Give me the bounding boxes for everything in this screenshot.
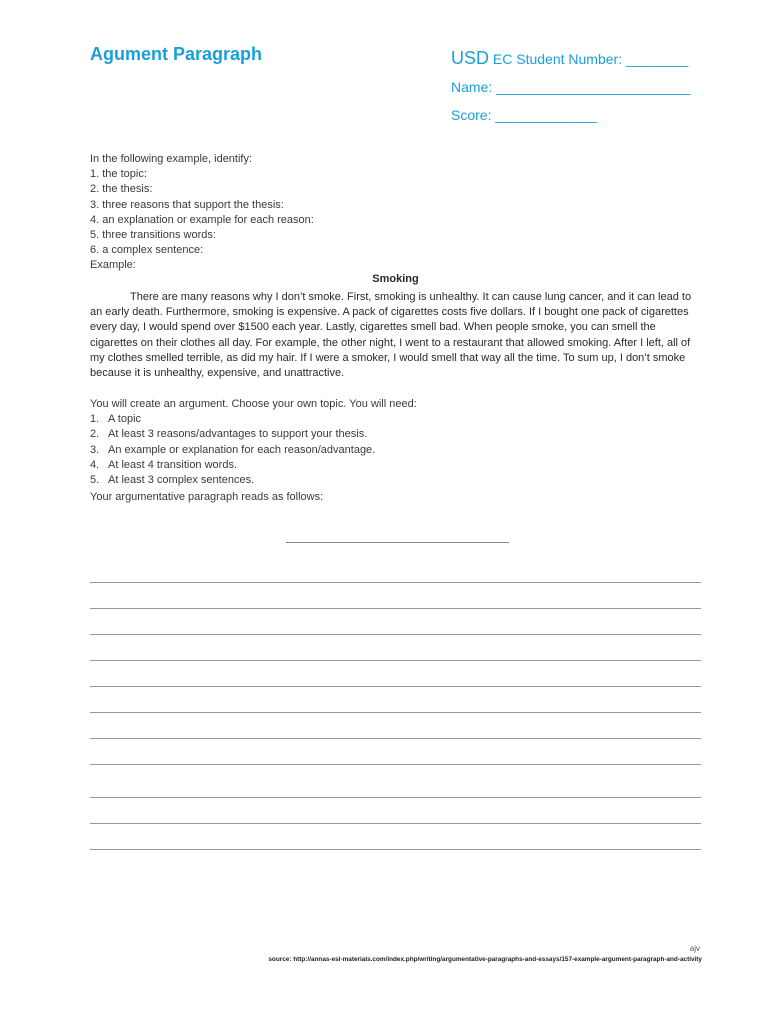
task-item-number: 3. bbox=[90, 443, 100, 456]
task-item bbox=[90, 473, 701, 488]
task-item bbox=[90, 427, 701, 442]
task-item bbox=[90, 412, 701, 427]
task-item-text: At least 3 complex sentences. bbox=[108, 474, 255, 487]
answer-line[interactable] bbox=[90, 712, 701, 713]
instructions-intro: In the following example, identify: bbox=[90, 153, 253, 165]
student-info-block bbox=[451, 44, 691, 129]
task-item-number: 5. bbox=[90, 474, 100, 487]
answer-line[interactable] bbox=[90, 608, 701, 609]
task-item bbox=[90, 458, 701, 473]
instruction-item: 3. three reasons that support the thesis: bbox=[90, 198, 284, 211]
task-item-text: At least 4 transition words. bbox=[108, 458, 238, 471]
task-intro: You will create an argument. Choose your own topic. You will need: bbox=[90, 398, 417, 410]
reads-label: Your argumentative paragraph reads as follows: bbox=[90, 491, 324, 503]
instructions bbox=[90, 152, 701, 274]
task-item-number: 4. bbox=[90, 458, 100, 471]
page-title: Agument Paragraph bbox=[90, 44, 263, 64]
answer-line[interactable] bbox=[90, 582, 701, 583]
instruction-item: 6. a complex sentence: bbox=[90, 244, 204, 257]
instruction-item: 4. an explanation or example for each reason: bbox=[90, 213, 314, 226]
instruction-item: 1. the topic: bbox=[90, 168, 147, 181]
example-paragraph: There are many reasons why I don’t smoke. First, smoking is unhealthy. It can cause lung cancer, and it can lead to an early death. Furthermore, smoking is expensive. A pack of cigarettes costs five dollars. If I bought one pack of cigarettes every day, I would spend over $1500 each year. Lastly, cigarettes smell bad. When people smoke, you can smell the cigarettes on their clothes all day. For example, the other night, I went to a restaurant that allowed smoking. After I left, all of my clothes smelled terrible, as did my hair. If I were a smoker, I would smell that way all the time. To sum up, I don’t smoke because it is unhealthy, expensive, and unattractive. bbox=[90, 291, 692, 380]
answer-line[interactable] bbox=[90, 797, 701, 798]
answer-line[interactable] bbox=[90, 738, 701, 739]
paragraph-title-line[interactable] bbox=[286, 542, 509, 543]
instruction-item: 5. three transitions words: bbox=[90, 229, 216, 242]
task-item bbox=[90, 443, 701, 458]
example-title: Smoking bbox=[372, 273, 419, 285]
instruction-item: 2. the thesis: bbox=[90, 183, 153, 196]
student-number-line bbox=[451, 44, 691, 73]
task-item-number: 2. bbox=[90, 428, 100, 441]
answer-line[interactable] bbox=[90, 660, 701, 661]
answer-line[interactable] bbox=[90, 849, 701, 850]
task-item-number: 1. bbox=[90, 413, 100, 426]
task-item-text: At least 3 reasons/advantages to support your thesis. bbox=[108, 428, 368, 441]
answer-line[interactable] bbox=[90, 686, 701, 687]
usd-label: USD bbox=[451, 48, 490, 68]
task-instructions bbox=[90, 397, 701, 488]
answer-line[interactable] bbox=[90, 634, 701, 635]
name-line: Name: _________________________ bbox=[451, 79, 691, 95]
example-label: Example: bbox=[90, 259, 136, 272]
author-initials: ajv bbox=[689, 944, 700, 953]
task-item-text: An example or explanation for each reason/advantage. bbox=[108, 443, 376, 456]
task-item-text: A topic bbox=[108, 413, 142, 426]
answer-line[interactable] bbox=[90, 764, 701, 765]
source-citation: source: http://annas-esl-materials.com/index.php/writing/argumentative-paragraphs-and-essays/157-example-argument-paragraph-and-activity bbox=[268, 956, 702, 963]
score-line: Score: _____________ bbox=[451, 107, 597, 123]
answer-line[interactable] bbox=[90, 823, 701, 824]
student-number-label: EC Student Number: ________ bbox=[492, 51, 689, 67]
